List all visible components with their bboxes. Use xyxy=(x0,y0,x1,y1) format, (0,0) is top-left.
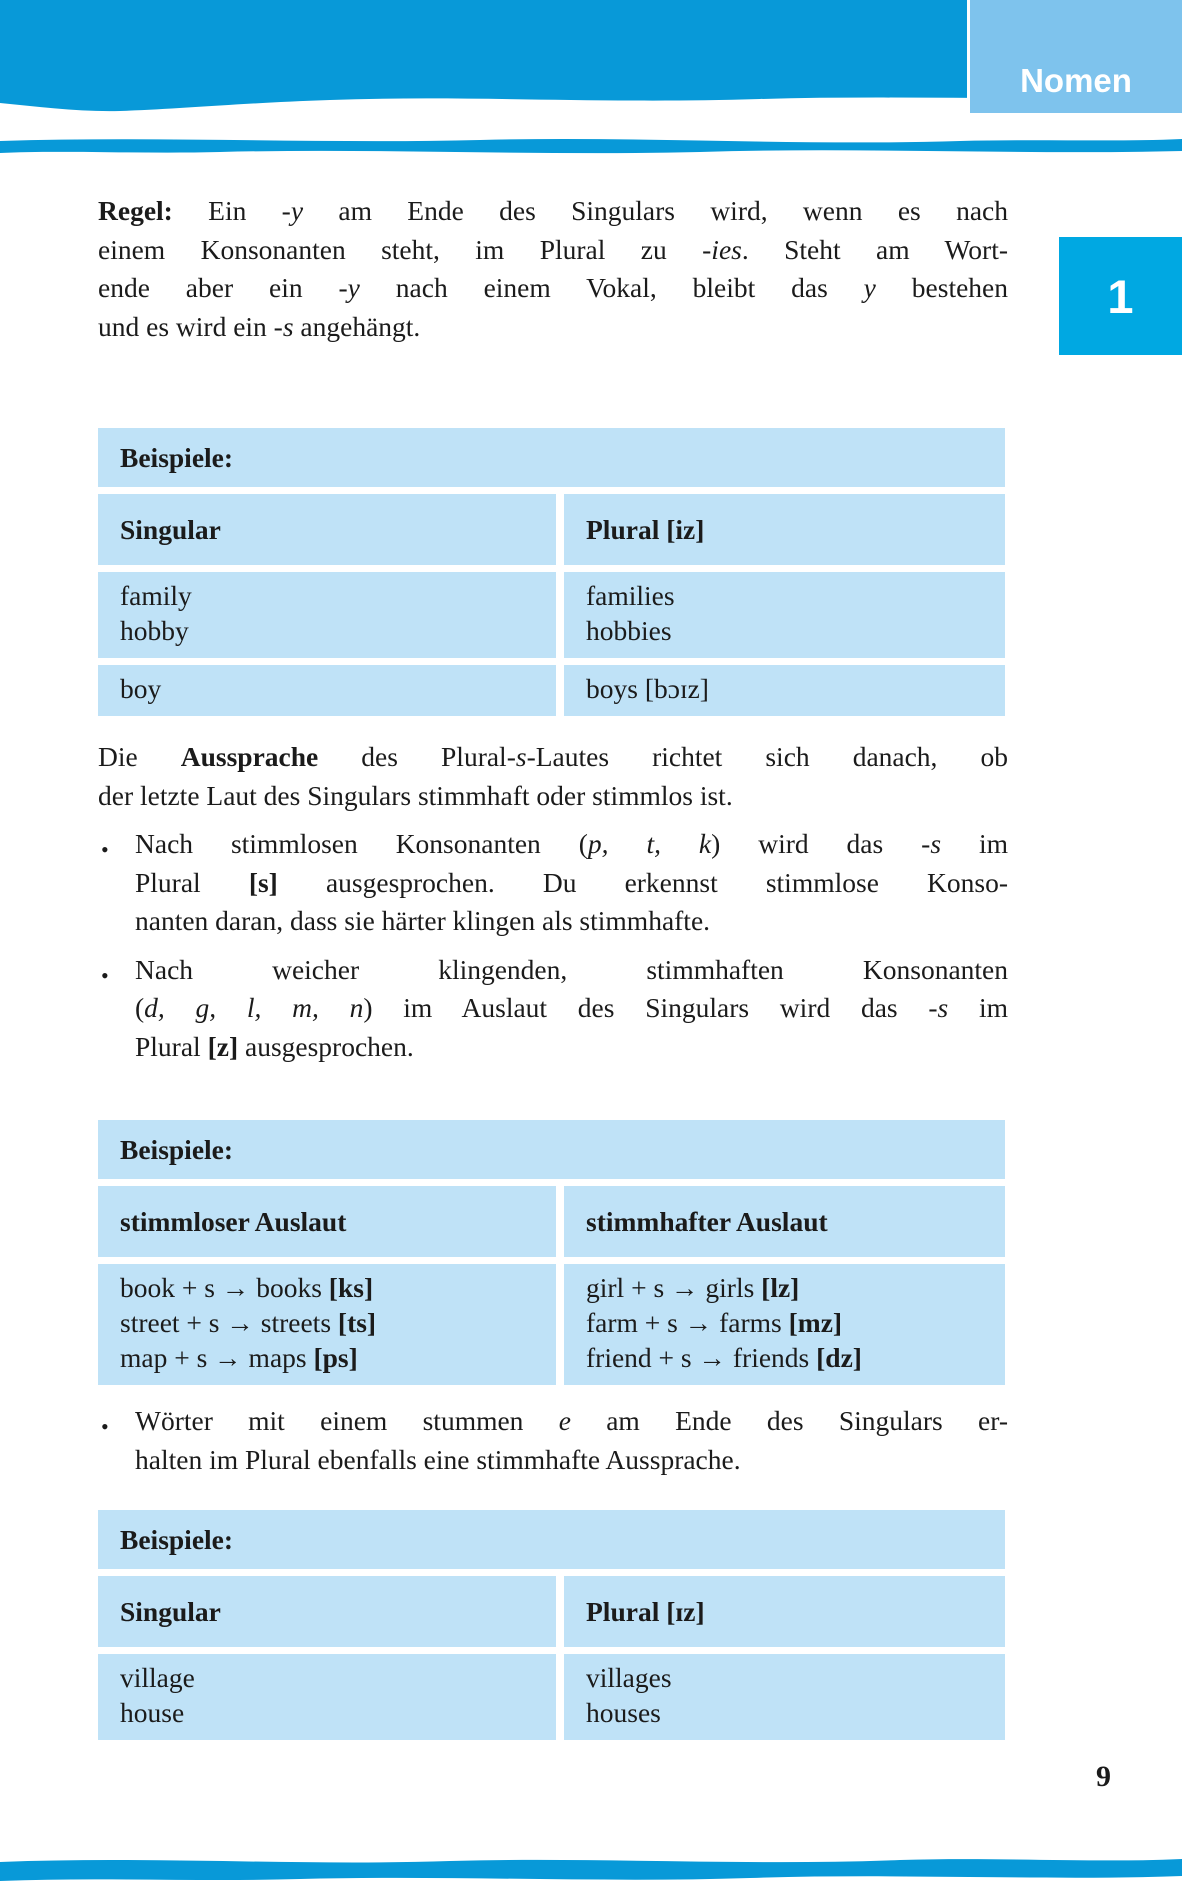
table-cell xyxy=(564,665,1005,716)
bullet-icon: • xyxy=(101,1414,109,1439)
word: house xyxy=(120,1697,185,1728)
table-row xyxy=(98,1264,1005,1385)
table-row xyxy=(98,665,1005,716)
page-number: 9 xyxy=(1096,1760,1111,1793)
silent-e-bullet xyxy=(98,1392,1008,1479)
examples-table-silent-e xyxy=(98,1510,1005,1740)
word: hobby xyxy=(120,615,189,646)
word: family xyxy=(120,580,192,611)
examples-table-y-plural xyxy=(98,428,1005,716)
table-cell xyxy=(98,665,556,716)
table-header-row xyxy=(98,1576,1005,1647)
text-line: Plural [s] ausgesprochen. Du erkennst stimmlose Konso- xyxy=(135,866,1008,898)
word: villages xyxy=(586,1662,672,1693)
word: hobbies xyxy=(586,615,672,646)
word: boy xyxy=(120,673,162,704)
table-cell xyxy=(564,1264,1005,1385)
text-line: Nach weicher klingenden, stimmhaften Konsonanten xyxy=(135,953,1008,985)
table-header-row xyxy=(98,1186,1005,1257)
text-line: Regel: Ein -y am Ende des Singulars wird, wenn es nach xyxy=(98,195,1008,226)
table-caption: Beispiele: xyxy=(98,1120,1005,1179)
example-line: girl + s → girls [lz] xyxy=(586,1272,800,1303)
text-line: und es wird ein -s angehängt. xyxy=(98,310,421,342)
column-header-voiceless: stimmloser Auslaut xyxy=(98,1186,556,1257)
word: boys [bɔɪz] xyxy=(586,673,709,704)
table-cell xyxy=(564,1654,1005,1740)
table-cell xyxy=(98,1264,556,1385)
chapter-number-badge xyxy=(1059,237,1182,355)
examples-table-voicing xyxy=(98,1120,1005,1385)
text-line: Die Aussprache des Plural-s-Lautes richtet sich danach, ob xyxy=(98,741,1008,772)
word: families xyxy=(586,580,675,611)
column-header-voiced: stimmhafter Auslaut xyxy=(564,1186,1005,1257)
text-line: nanten daran, dass sie härter klingen als stimmhafte. xyxy=(135,905,711,936)
table-cell xyxy=(98,1654,556,1740)
pronunciation-bullet-list xyxy=(98,815,1008,1066)
column-header-plural: Plural [iz] xyxy=(564,494,1005,565)
bottom-wave-decoration xyxy=(0,1848,1182,1890)
table-cell xyxy=(98,572,556,658)
word: village xyxy=(120,1662,195,1693)
chapter-number: 1 xyxy=(1107,269,1134,323)
text-line: einem Konsonanten steht, im Plural zu -ies. Steht am Wort- xyxy=(98,233,1008,265)
text-line: Plural [z] ausgesprochen. xyxy=(135,1030,414,1062)
example-line: farm + s → farms [mz] xyxy=(586,1307,843,1338)
table-cell xyxy=(564,572,1005,658)
table-header-row xyxy=(98,494,1005,565)
example-line: street + s → streets [ts] xyxy=(120,1307,377,1338)
list-item xyxy=(98,1402,1008,1479)
example-line: map + s → maps [ps] xyxy=(120,1342,358,1373)
text-line: (d, g, l, m, n) im Auslaut des Singulars wird das -s im xyxy=(135,992,1009,1023)
pronunciation-paragraph xyxy=(98,738,1008,815)
bullet-icon: • xyxy=(101,962,109,988)
table-row xyxy=(98,572,1005,658)
text-line: Nach stimmlosen Konsonanten (p, t, k) wird das -s im xyxy=(135,828,1008,859)
column-header-plural: Plural [ɪz] xyxy=(564,1576,1005,1647)
list-item xyxy=(98,951,1008,1067)
bullet-icon: • xyxy=(101,837,109,862)
example-line: friend + s → friends [dz] xyxy=(586,1342,862,1373)
example-line: book + s → books [ks] xyxy=(120,1272,374,1303)
text-line: halten im Plural ebenfalls eine stimmhafte Aussprache. xyxy=(135,1443,741,1475)
chapter-tab xyxy=(967,0,1182,113)
text-line: der letzte Laut des Singulars stimmhaft oder stimmlos ist. xyxy=(98,779,733,811)
table-row xyxy=(98,1654,1005,1740)
table-caption: Beispiele: xyxy=(98,428,1005,487)
word: houses xyxy=(586,1697,661,1728)
column-header-singular: Singular xyxy=(98,1576,556,1647)
text-line: Wörter mit einem stummen e am Ende des Singulars er- xyxy=(135,1405,1008,1436)
column-header-singular: Singular xyxy=(98,494,556,565)
list-item xyxy=(98,825,1008,941)
table-caption: Beispiele: xyxy=(98,1510,1005,1569)
text-line: ende aber ein -y nach einem Vokal, bleibt das y bestehen xyxy=(98,272,1008,303)
rule-paragraph xyxy=(98,192,1008,346)
chapter-label: Nomen xyxy=(1020,62,1132,99)
